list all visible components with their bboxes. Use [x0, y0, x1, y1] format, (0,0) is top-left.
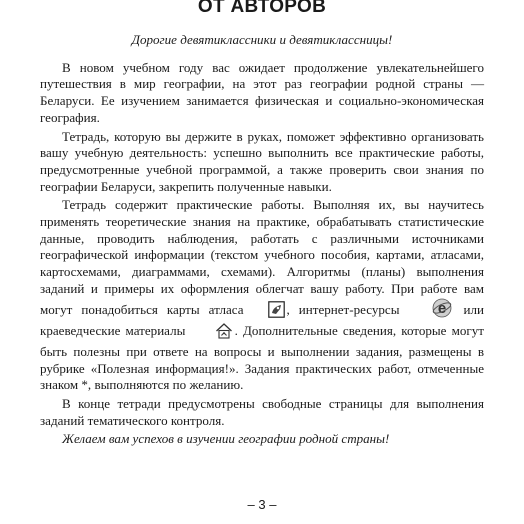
svg-text:e: e	[438, 299, 447, 317]
text-body	[40, 32, 484, 448]
paragraph-content	[40, 197, 484, 394]
page	[40, 0, 484, 524]
paragraph-workbook: Тетрадь, которую вы держите в руках, поможет эффективно организовать вашу учебную деятельность: успешно выполнить все практические работы, предусмотренные учебной программой, а также проверить свои знания по географии Беларуси, закрепить полученные навыки.	[40, 128, 484, 194]
paragraph-ending: В конце тетради предусмотрены свободные страницы для выполнения заданий тематического контроля.	[40, 396, 484, 428]
page-title: ОТ АВТОРОВ	[197, 0, 327, 17]
paragraph-content-part-3: или краеведческие материалы	[40, 301, 484, 339]
internet-icon	[410, 298, 452, 323]
atlas-map-icon	[246, 301, 285, 323]
paragraph-content-part-1: Тетрадь содержит практические работы. Выполняя их, вы научитесь применять теоретические знания на практике, обрабатывать статистические данные, проводить наблюдения, работать с различными источниками географической информации (текстом учебного пособия, картами, атласами, картосхемами, диаграммами, схемами). Алгоритмы (планы) выполнения заданий и примеры их оформления облегчат вашу работу. При работе вам могут понадобиться карты атласа	[40, 197, 484, 317]
paragraph-intro: В новом учебном году вас ожидает продолжение увлекательнейшего путешествия в мир географии, на этот раз географии родной страны — Беларуси. Ее изучением занимается физическая и социально-экономическая география.	[40, 59, 484, 125]
paragraph-content-part-4: . Дополнительные сведения, которые могут быть полезны при ответе на вопросы и выполнении задания, размещены в рубрике «Полезная информация!». Задания практических работ, отмеченные знаком *, выполняются по желанию.	[40, 323, 484, 393]
greeting: Дорогие девятиклассники и девятиклассницы!	[131, 32, 393, 47]
paragraph-content-part-2: , интернет-ресурсы	[286, 301, 400, 317]
page-number: – 3 –	[247, 497, 277, 512]
local-history-house-icon	[193, 322, 233, 344]
closing: Желаем вам успехов в изучении географии родной страны!	[62, 431, 390, 447]
